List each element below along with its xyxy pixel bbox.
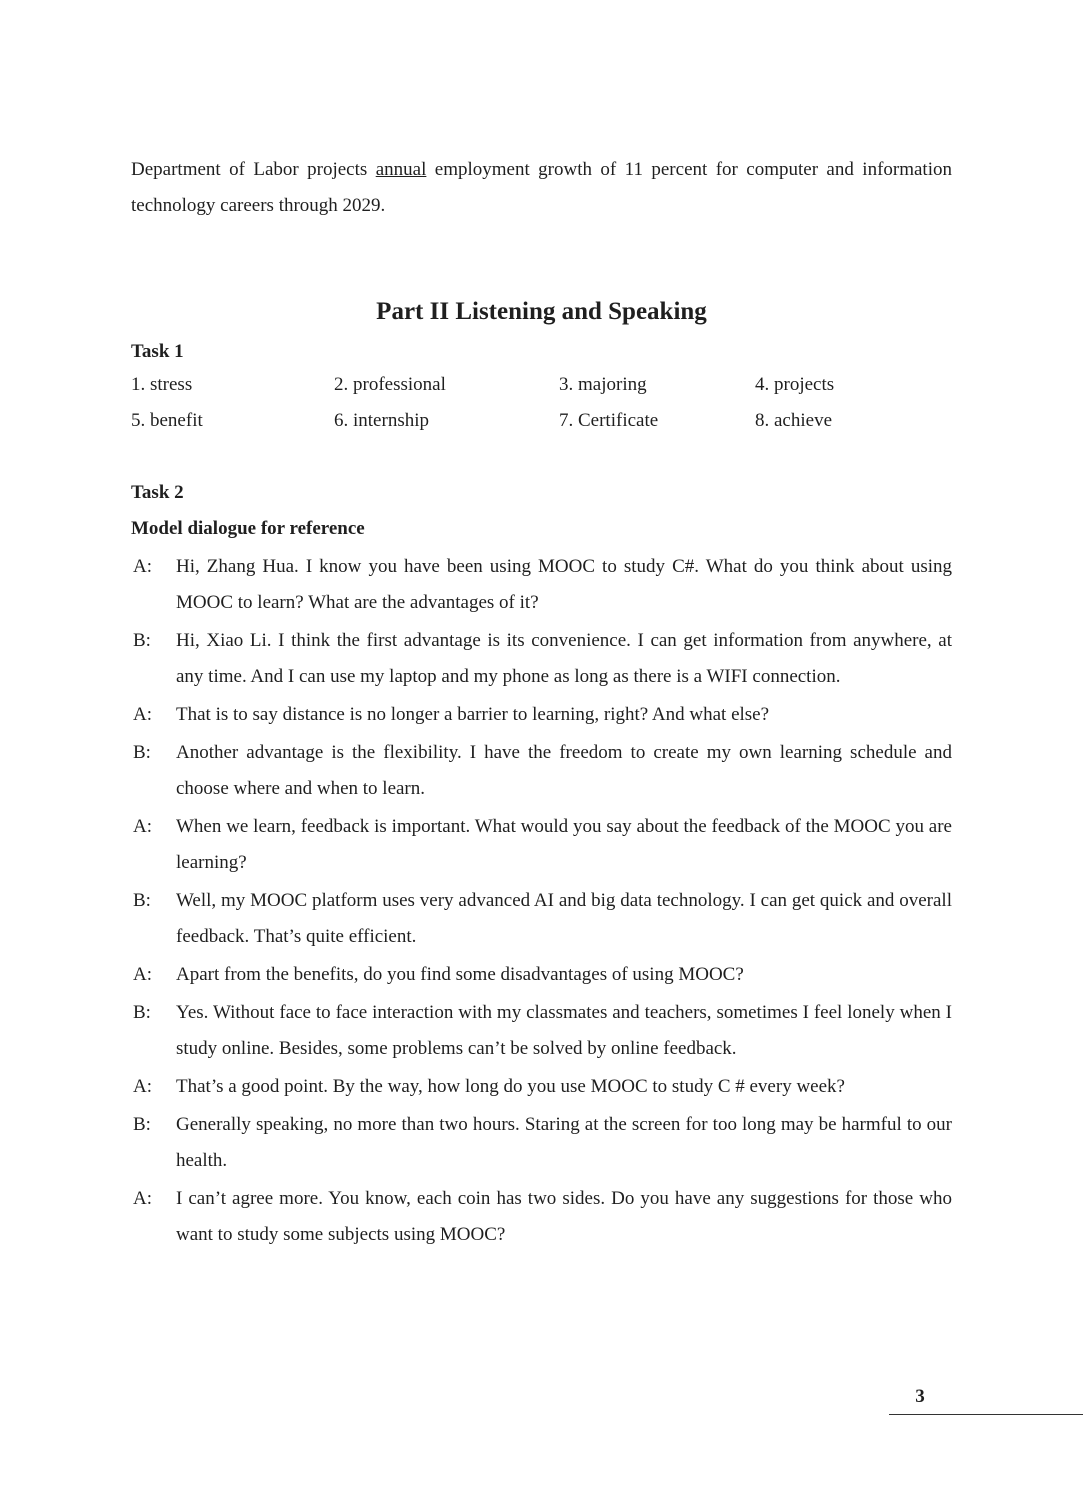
intro-paragraph bbox=[131, 152, 952, 224]
dialogue-turn bbox=[131, 735, 952, 807]
task1-answer: 6. internship bbox=[334, 410, 429, 431]
speaker-label: A: bbox=[133, 704, 152, 725]
utterance-text: Apart from the benefits, do you find some disadvantages of using MOOC? bbox=[176, 964, 744, 985]
task1-answer: 2. professional bbox=[334, 374, 446, 395]
task2-subtitle: Model dialogue for reference bbox=[131, 518, 365, 539]
dialogue-turn bbox=[131, 1069, 952, 1105]
intro-underlined-word: annual bbox=[375, 159, 427, 180]
dialogue-turn bbox=[131, 957, 952, 993]
utterance-text: I can’t agree more. You know, each coin has two sides. Do you have any suggestions for those who want to study some subjects using MOOC? bbox=[176, 1188, 952, 1245]
utterance-text: That is to say distance is no longer a barrier to learning, right? And what else? bbox=[176, 704, 770, 725]
utterance-text: Hi, Zhang Hua. I know you have been using MOOC to study C#. What do you think about using MOOC to learn? What are the advantages of it? bbox=[176, 556, 952, 613]
speaker-label: A: bbox=[133, 1188, 152, 1209]
task1-answer: 8. achieve bbox=[755, 410, 833, 431]
dialogue-turn bbox=[131, 623, 952, 695]
speaker-label: B: bbox=[133, 1002, 151, 1023]
utterance-text: That’s a good point. By the way, how long do you use MOOC to study C # every week? bbox=[176, 1076, 845, 1097]
intro-text-before: Department of Labor projects bbox=[131, 159, 376, 180]
speaker-label: A: bbox=[133, 964, 152, 985]
task1-answer: 4. projects bbox=[755, 374, 835, 395]
dialogue-turn bbox=[131, 549, 952, 621]
utterance-text: Another advantage is the flexibility. I have the freedom to create my own learning schedule and choose where and when to learn. bbox=[176, 742, 952, 799]
speaker-label: A: bbox=[133, 556, 152, 577]
task1-answer: 3. majoring bbox=[559, 374, 647, 395]
part-title: Part II Listening and Speaking bbox=[376, 298, 707, 325]
dialogue-turn bbox=[131, 697, 952, 733]
utterance-text: Generally speaking, no more than two hours. Staring at the screen for too long may be harmful to our health. bbox=[176, 1114, 952, 1171]
dialogue-turn bbox=[131, 809, 952, 881]
task1-answer: 5. benefit bbox=[131, 410, 203, 431]
intro-text-after: employment growth of 11 percent for computer and information technology careers through 2029. bbox=[131, 159, 952, 216]
footer-rule bbox=[889, 1414, 1083, 1415]
dialogue-turn bbox=[131, 883, 952, 955]
speaker-label: B: bbox=[133, 742, 151, 763]
task1-answer: 1. stress bbox=[131, 374, 193, 395]
utterance-text: Hi, Xiao Li. I think the first advantage is its convenience. I can get information from anywhere, at any time. And I can use my laptop and my phone as long as there is a WIFI connection. bbox=[176, 630, 952, 687]
speaker-label: B: bbox=[133, 890, 151, 911]
page-number: 3 bbox=[915, 1386, 925, 1407]
task1-answer: 7. Certificate bbox=[559, 410, 659, 431]
dialogue-turn bbox=[131, 1107, 952, 1179]
speaker-label: B: bbox=[133, 630, 151, 651]
speaker-label: A: bbox=[133, 1076, 152, 1097]
utterance-text: Well, my MOOC platform uses very advanced AI and big data technology. I can get quick and overall feedback. That’s quite efficient. bbox=[176, 890, 952, 947]
speaker-label: A: bbox=[133, 816, 152, 837]
dialogue-turn bbox=[131, 995, 952, 1067]
speaker-label: B: bbox=[133, 1114, 151, 1135]
utterance-text: Yes. Without face to face interaction with my classmates and teachers, sometimes I feel lonely when I study online. Besides, some problems can’t be solved by online feedback. bbox=[176, 1002, 952, 1059]
utterance-text: When we learn, feedback is important. What would you say about the feedback of the MOOC you are learning? bbox=[176, 816, 952, 873]
model-dialogue bbox=[131, 549, 952, 1255]
task2-label: Task 2 bbox=[131, 482, 184, 503]
dialogue-turn bbox=[131, 1181, 952, 1253]
task1-label: Task 1 bbox=[131, 341, 184, 362]
